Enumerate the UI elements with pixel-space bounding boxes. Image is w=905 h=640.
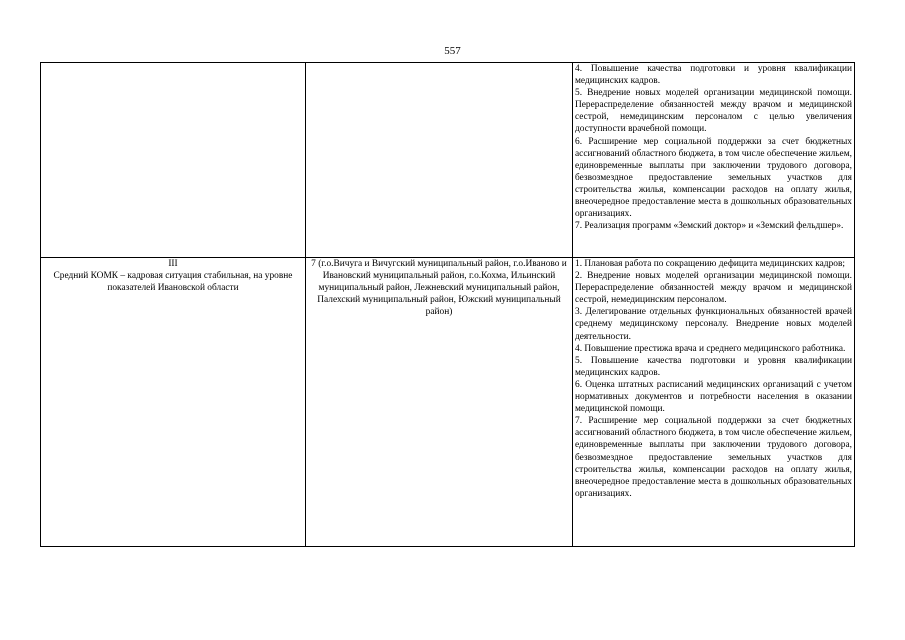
measure-item: 5. Внедрение новых моделей организации медицинской помощи. Перераспределение обязанностей между врачом и медицинской сестрой, немедицинским персоналом с целью увеличения доступности врачебной помощи.: [575, 88, 852, 135]
municipalities-cell: [306, 258, 573, 547]
page-number: 557: [444, 45, 461, 57]
table-row: [41, 258, 855, 547]
measure-item: 2. Внедрение новых моделей организации медицинской помощи. Перераспределение обязанностей между врачом и медицинской сестрой, немедицинским персоналом.: [575, 271, 852, 306]
measure-item: 6. Оценка штатных расписаний медицинских организаций с учетом нормативных документов и потребности населения в оказании медицинской помощи.: [575, 379, 852, 415]
level-cell: [41, 258, 306, 547]
municipalities-text: 7 (г.о.Вичуга и Вичугский муниципальный район, г.о.Иваново и Ивановский муниципальный район, г.о.Кохма, Ильинский муниципальный район, Лежневский муниципальный район, Палехский муниципальный район, Южский муниципальный район): [311, 259, 567, 318]
measures-table: [40, 62, 855, 547]
table-row: [41, 63, 855, 258]
measure-item: 7. Расширение мер социальной поддержки за счет бюджетных ассигнований областного бюджета, в том числе обеспечение жильем, единовременные выплаты при заключении трудового договора, безвозмездное предоставление земельных участков для строительства жилья, компенсации расходов на оплату жилья, внеочередное предоставление места в дошкольных образовательных организациях.: [575, 416, 852, 499]
measures-cell: [573, 258, 855, 547]
measure-item: 4. Повышение качества подготовки и уровня квалификации медицинских кадров.: [575, 64, 852, 87]
measure-item: 3. Делегирование отдельных функциональных обязанностей врачей среднему медицинскому персоналу. Внедрение новых моделей деятельности.: [575, 307, 852, 342]
measure-item: 7. Реализация программ «Земский доктор» и «Земский фельдшер».: [575, 221, 844, 232]
measure-item: 6. Расширение мер социальной поддержки за счет бюджетных ассигнований областного бюджета, в том числе обеспечение жильем, единовременные выплаты при заключении трудового договора, безвозмездное предоставление земельных участков для строительства жилья, компенсации расходов на оплату жилья, внеочередное предоставление места в дошкольных образовательных организациях.: [575, 136, 852, 220]
measure-item: 1. Плановая работа по сокращению дефицита медицинских кадров;: [575, 259, 845, 269]
municipalities-cell: [306, 63, 573, 258]
level-number: III: [168, 259, 178, 269]
measures-cell: [573, 63, 855, 258]
measure-item: 5. Повышение качества подготовки и уровня квалификации медицинских кадров.: [575, 355, 852, 378]
level-description: Средний КОМК – кадровая ситуация стабильная, на уровне показателей Ивановской области: [53, 271, 293, 294]
level-cell: [41, 63, 306, 258]
measure-item: 4. Повышение престижа врача и среднего медицинского работника.: [575, 343, 846, 354]
